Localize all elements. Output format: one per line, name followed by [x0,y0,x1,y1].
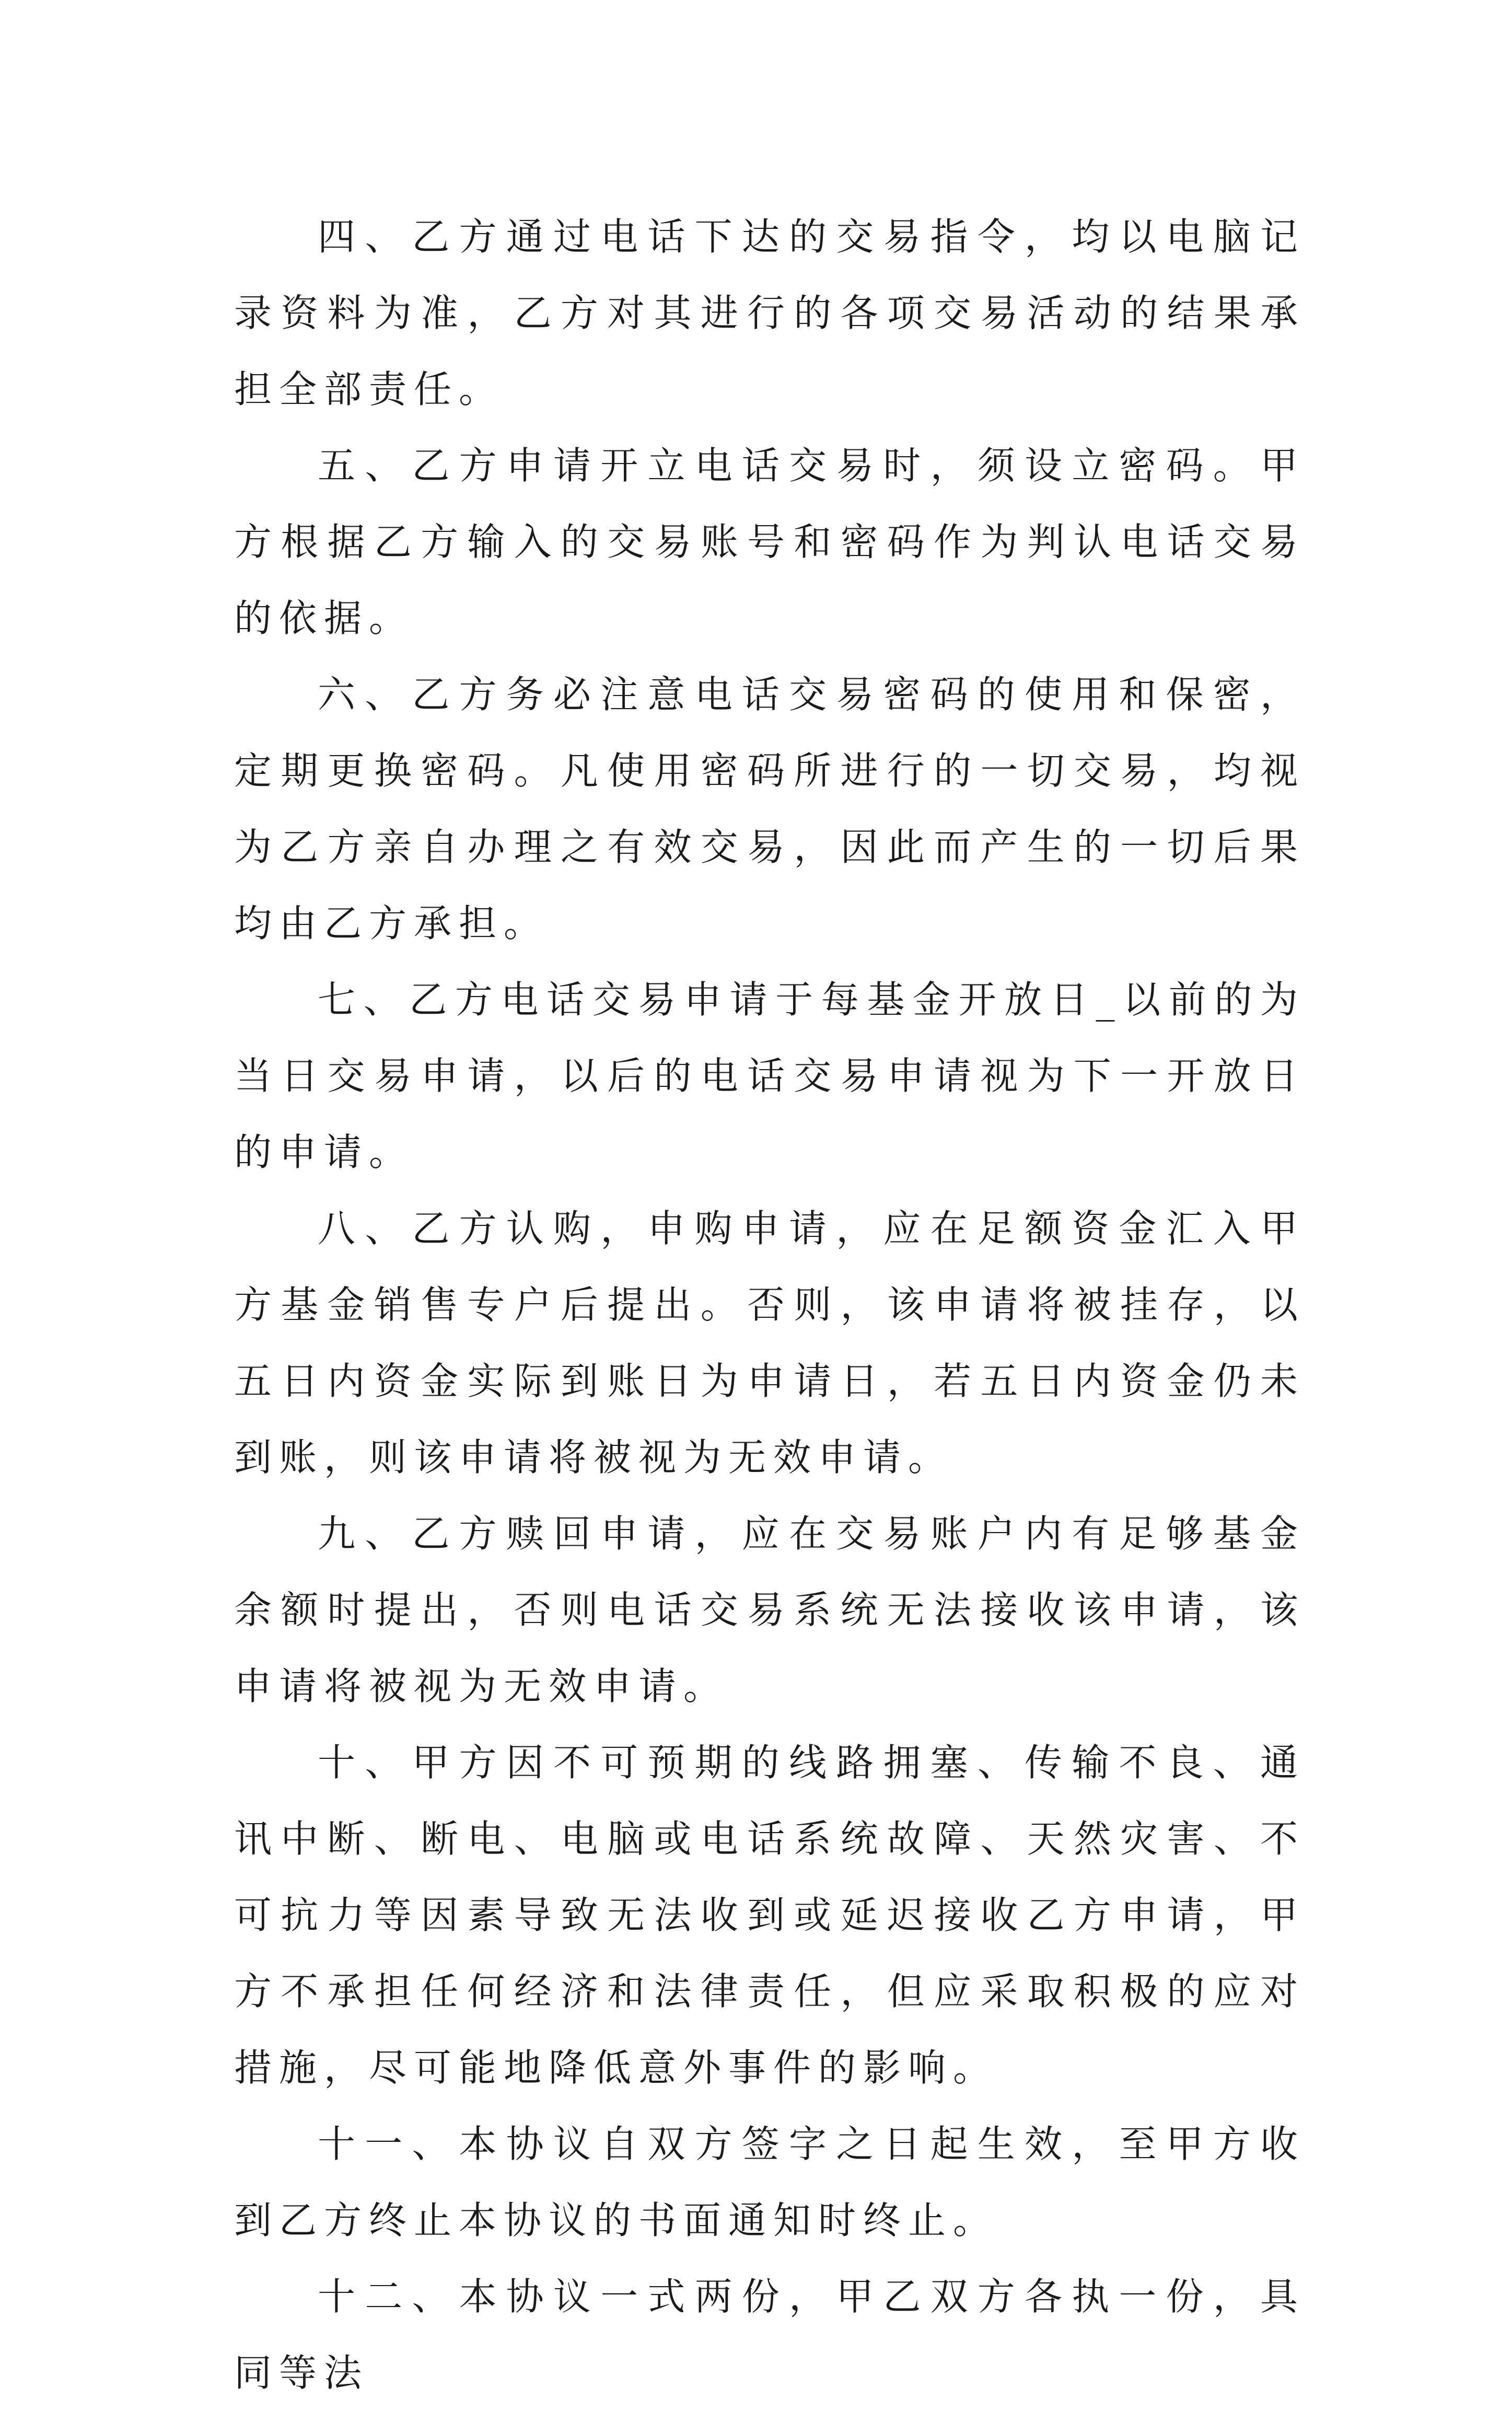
clause-7: 七、乙方电话交易申请于每基金开放日_以前的为当日交易申请，以后的电话交易申请视为下一开放日的申请。 [234,978,1305,1174]
clause-12: 十二、本协议一式两份，甲乙双方各执一份，具同等法 [234,2275,1305,2395]
clause-11: 十一、本协议自双方签字之日起生效，至甲方收到乙方终止本协议的书面通知时终止。 [234,2122,1305,2242]
clause-8: 八、乙方认购，申购申请，应在足额资金汇入甲方基金销售专户后提出。否则，该申请将被挂存，以五日内资金实际到账日为申请日，若五日内资金仍未到账，则该申请将被视为无效申请。 [234,1207,1305,1479]
clause-10: 十、甲方因不可预期的线路拥塞、传输不良、通讯中断、断电、电脑或电话系统故障、天然灾害、不可抗力等因素导致无法收到或延迟接收乙方申请，甲方不承担任何经济和法律责任，但应采取积极的应对措施，尽可能地降低意外事件的影响。 [234,1741,1305,2090]
document-body [234,199,1305,2411]
clause-9: 九、乙方赎回申请，应在交易账户内有足够基金余额时提出，否则电话交易系统无法接收该申请，该申请将被视为无效申请。 [234,1512,1305,1708]
clause-5: 五、乙方申请开立电话交易时，须设立密码。甲方根据乙方输入的交易账号和密码作为判认电话交易的依据。 [234,444,1305,640]
clause-4: 四、乙方通过电话下达的交易指令，均以电脑记录资料为准，乙方对其进行的各项交易活动的结果承担全部责任。 [234,215,1305,411]
clause-6: 六、乙方务必注意电话交易密码的使用和保密，定期更换密码。凡使用密码所进行的一切交易，均视为乙方亲自办理之有效交易，因此而产生的一切后果均由乙方承担。 [234,673,1305,945]
